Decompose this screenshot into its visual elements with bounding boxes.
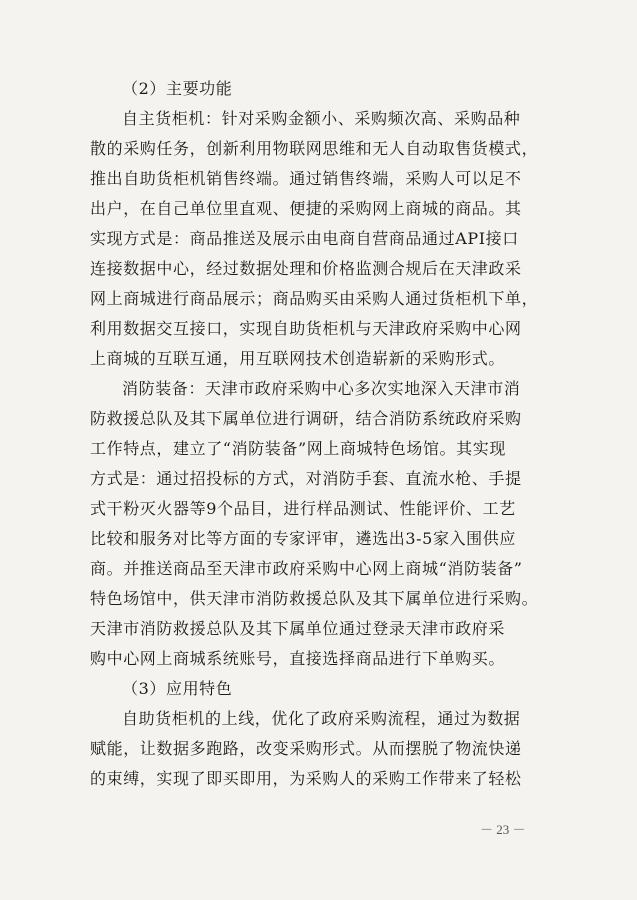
paragraph-line: 工作特点，建立了“消防装备”网上商城特色场馆。其实现 xyxy=(90,439,506,458)
paragraph-line: 购中心网上商城系统账号，直接选择商品进行下单购买。 xyxy=(90,649,506,668)
paragraph-line: 的束缚，实现了即买即用，为采购人的采购工作带来了轻松 xyxy=(90,769,522,788)
paragraph-line: 商。并推送商品至天津市政府采购中心网上商城“消防装备” xyxy=(90,559,523,578)
paragraph-line: 推出自助货柜机销售终端。通过销售终端，采购人可以足不 xyxy=(90,169,522,188)
paragraph-line: 赋能，让数据多跑路，改变采购形式。从而摆脱了物流快递 xyxy=(90,739,522,758)
paragraph-line: 天津市消防救援总队及其下属单位通过登录天津市政府采 xyxy=(90,619,506,638)
paragraph-line: 方式是：通过招投标的方式，对消防手套、直流水枪、手提 xyxy=(90,469,522,488)
paragraph-line: 式干粉灭火器等9个品目，进行样品测试、性能评价、工艺 xyxy=(90,499,516,518)
document-body xyxy=(90,74,560,794)
section-heading-application-features: （3）应用特色 xyxy=(122,679,233,698)
paragraph-line: 上商城的互联互通，用互联网技术创造崭新的采购形式。 xyxy=(90,349,506,368)
paragraph-line: 网上商城进行商品展示；商品购买由采购人通过货柜机下单， xyxy=(90,289,539,308)
paragraph-line: 自主货柜机：针对采购金额小、采购频次高、采购品种 xyxy=(122,109,521,128)
paragraph-line: 比较和服务对比等方面的专家评审，遴选出3-5家入围供应 xyxy=(90,529,516,548)
paragraph-line: 消防装备：天津市政府采购中心多次实地深入天津市消 xyxy=(122,379,521,398)
page-number: － 23 － xyxy=(480,822,526,837)
paragraph-line: 出户，在自己单位里直观、便捷的采购网上商城的商品。其 xyxy=(90,199,522,218)
section-heading-main-functions: （2）主要功能 xyxy=(122,79,233,98)
paragraph-line: 利用数据交互接口，实现自助货柜机与天津政府采购中心网 xyxy=(90,319,522,338)
paragraph-line: 防救援总队及其下属单位进行调研，结合消防系统政府采购 xyxy=(90,409,522,428)
paragraph-line: 散的采购任务，创新利用物联网思维和无人自动取售货模式， xyxy=(90,139,539,158)
paragraph-line: 自助货柜机的上线，优化了政府采购流程，通过为数据 xyxy=(122,709,521,728)
paragraph-line: 实现方式是：商品推送及展示由电商自营商品通过API接口 xyxy=(90,229,519,248)
paragraph-line: 连接数据中心，经过数据处理和价格监测合规后在天津政采 xyxy=(90,259,522,278)
paragraph-line: 特色场馆中，供天津市消防救援总队及其下属单位进行采购。 xyxy=(90,589,539,608)
